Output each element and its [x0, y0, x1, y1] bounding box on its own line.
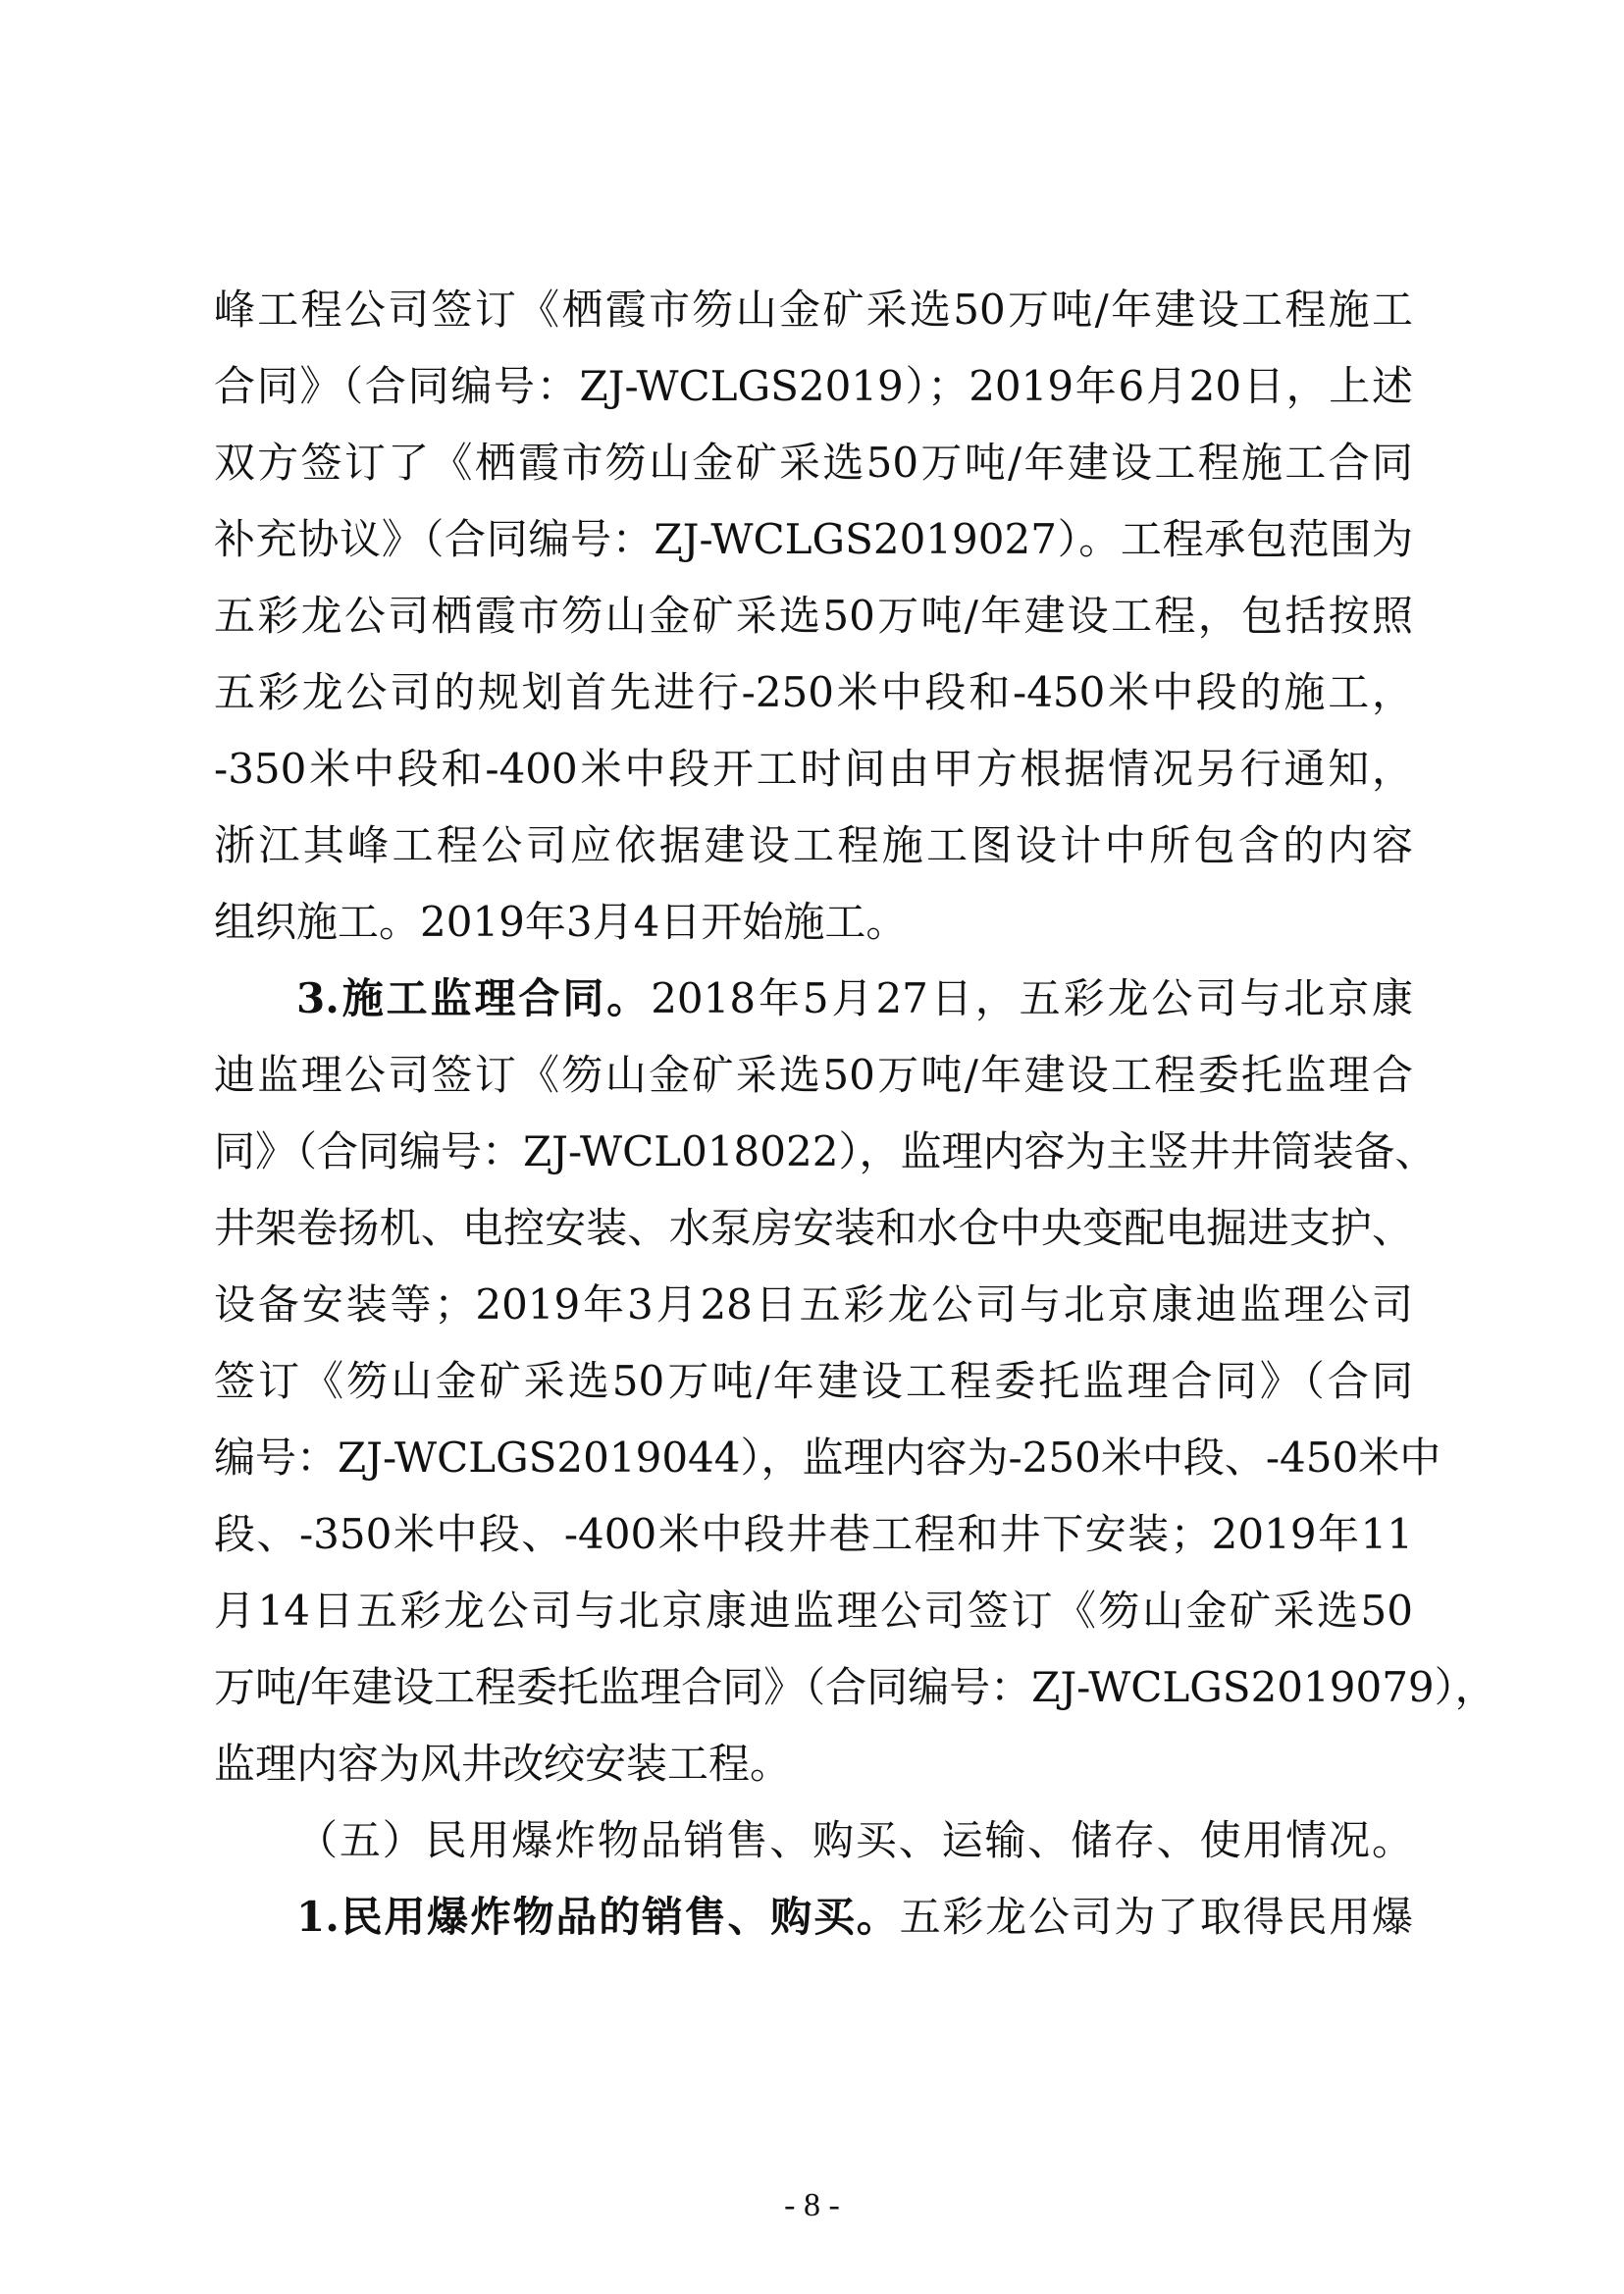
paragraph-line: 五彩龙公司的规划首先进行-250米中段和-450米中段的施工， — [214, 668, 1413, 716]
paragraph-line: 井架卷扬机、电控安装、水泵房安装和水仓中央变配电掘进支护、 — [214, 1204, 1413, 1252]
paragraph-line: 设备安装等；2019年3月28日五彩龙公司与北京康迪监理公司 — [214, 1280, 1413, 1329]
paragraph-line: 五彩龙公司栖霞市笏山金矿采选50万吨/年建设工程，包括按照 — [214, 592, 1413, 640]
subsection-heading: （五）民用爆炸物品销售、购买、运输、储存、使用情况。 — [296, 1816, 1413, 1864]
paragraph-line: 万吨/年建设工程委托监理合同》（合同编号：ZJ-WCLGS2019079）， — [214, 1663, 1496, 1711]
section-heading: 1.民用爆炸物品的销售、购买。 — [296, 1893, 900, 1941]
paragraph-line: 合同》（合同编号：ZJ-WCLGS2019）；2019年6月20日，上述 — [214, 362, 1413, 410]
paragraph-line: 迪监理公司签订《笏山金矿采选50万吨/年建设工程委托监理合 — [214, 1051, 1413, 1099]
paragraph-line: 月14日五彩龙公司与北京康迪监理公司签订《笏山金矿采选50 — [214, 1587, 1413, 1635]
paragraph-line: 浙江其峰工程公司应依据建设工程施工图设计中所包含的内容 — [214, 821, 1413, 869]
paragraph-line: 组织施工。2019年3月4日开始施工。 — [214, 898, 908, 946]
paragraph-first-line — [296, 1888, 1413, 1947]
paragraph-line: 补充协议》（合同编号：ZJ-WCLGS2019027）。工程承包范围为 — [214, 515, 1413, 563]
paragraph-line: 双方签订了《栖霞市笏山金矿采选50万吨/年建设工程施工合同 — [214, 439, 1413, 487]
page-number: - 8 - — [784, 2187, 840, 2223]
paragraph-line: 段、-350米中段、-400米中段井巷工程和井下安装；2019年11 — [214, 1510, 1413, 1558]
paragraph-line: 编号：ZJ-WCLGS2019044），监理内容为-250米中段、-450米中 — [214, 1434, 1441, 1482]
paragraph-first-line — [296, 969, 1413, 1028]
paragraph-line: 同》（合同编号：ZJ-WCL018022），监理内容为主竖井井筒装备、 — [214, 1127, 1437, 1175]
paragraph-line: 签订《笏山金矿采选50万吨/年建设工程委托监理合同》（合同 — [214, 1357, 1413, 1405]
paragraph-line: -350米中段和-400米中段开工时间由甲方根据情况另行通知， — [214, 745, 1413, 793]
paragraph-line: 监理内容为风井改绞安装工程。 — [214, 1740, 792, 1788]
section-heading: 3.施工监理合同。 — [296, 974, 652, 1022]
paragraph-text: 五彩龙公司为了取得民用爆 — [899, 1893, 1413, 1941]
paragraph-line: 峰工程公司签订《栖霞市笏山金矿采选50万吨/年建设工程施工 — [214, 286, 1413, 334]
paragraph-text: 2018年5月27日，五彩龙公司与北京康 — [651, 974, 1413, 1022]
